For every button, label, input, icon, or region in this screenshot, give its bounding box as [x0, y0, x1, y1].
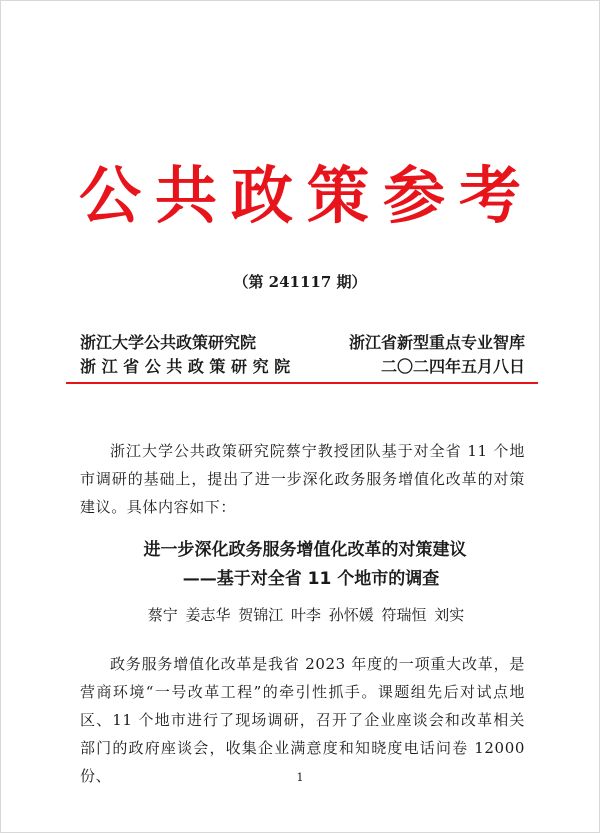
issue-number: （第 241117 期）: [233, 273, 367, 291]
page-number: 1: [296, 771, 304, 784]
think-tank-name: 浙江省新型重点专业智库: [348, 333, 525, 352]
author-list: 蔡宁 姜志华 贺锦江 叶李 孙怀媛 符瑞恒 刘实: [147, 606, 465, 624]
header-divider: [66, 382, 538, 384]
masthead-title: 公共政策参考: [78, 159, 535, 232]
intro-paragraph: 浙江大学公共政策研究院蔡宁教授团队基于对全省 11 个地市调研的基础上，提出了进一步深化政务服务增值化改革的对策建议。具体内容如下：: [80, 442, 525, 516]
institute-name: 浙 江 省 公 共 政 策 研 究 院: [80, 357, 291, 376]
publisher-row-2: [80, 356, 525, 378]
article-title: 进一步深化政务服务增值化改革的对策建议: [143, 540, 467, 560]
publisher-row-1: [80, 332, 525, 354]
publish-date: 二〇二四年五月八日: [380, 357, 525, 376]
body-paragraph: 政务服务增值化改革是我省 2023 年度的一项重大改革，是营商环境“一号改革工程”的牵引性抓手。课题组先后对试点地区、11 个地市进行了现场调研，召开了企业座谈会和改革相关部门的政府座谈会，收集企业满意度和知晓度电话问卷 12000 份、: [80, 655, 525, 785]
article-subtitle: ——基于对全省 11 个地市的调查: [182, 569, 440, 589]
publisher-name: 浙江大学公共政策研究院: [80, 333, 257, 352]
